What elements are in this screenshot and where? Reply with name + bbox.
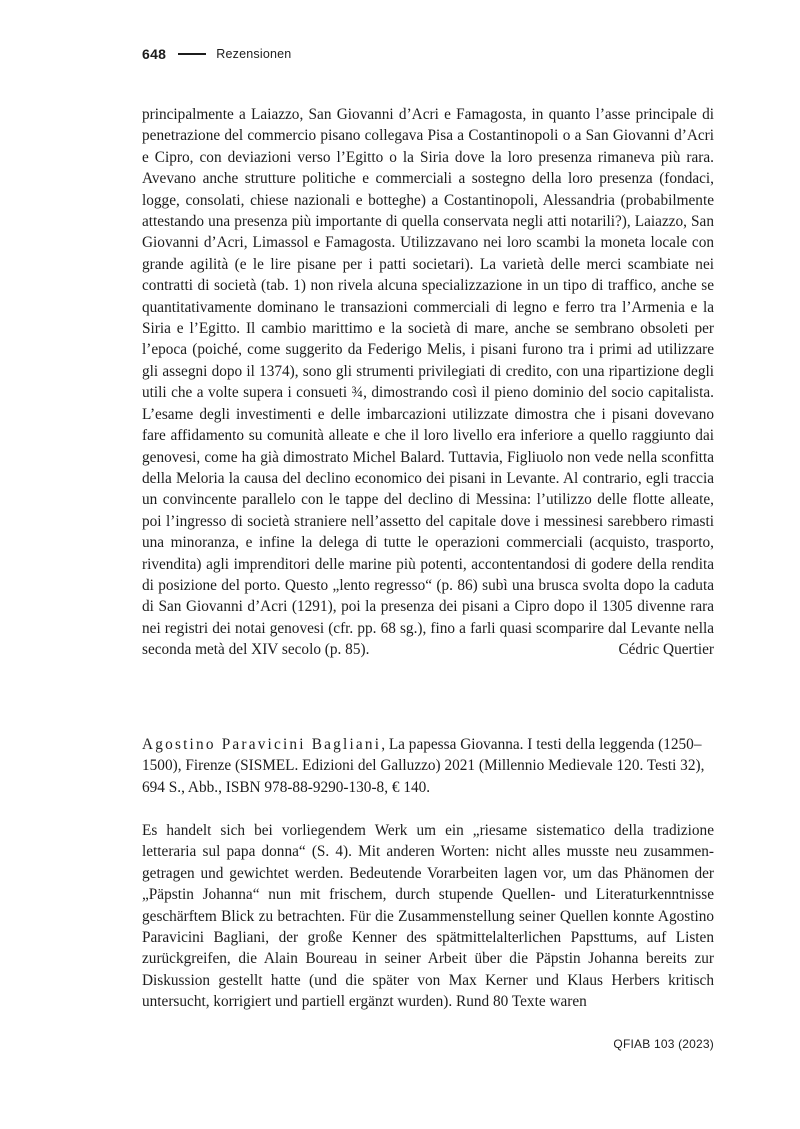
journal-footer: QFIAB 103 (2023) xyxy=(613,1037,714,1051)
review-body-text: principalmente a Laiazzo, San Giovanni d’Acri e Famagosta, in quanto l’asse principale di penetrazione del commercio pisano collegava Pisa a Costantinopoli o a San Giovanni d’Acri e Cipro, con deviazioni verso l’Egitto o la Siria dove la loro presenza rimaneva più rara. Avevano anche strutture politiche e commerciali a sostegno della loro presenza (fondaci, logge, consolati, chiese nazionali e botteghe) a Costantinopoli, Alessandria (probabilmente attestando una presenza più importante di quella conservata negli atti notarili?), Laiazzo, San Giovanni d’Acri, Limassol e Famagosta. Utilizzavano nei loro scambi la moneta locale con grande agilità (e le lire pisane per i patti societari). La varietà delle merci scambiate nei contratti di società (tab. 1) non rivela alcuna specializzazione in un tipo di traffico, anche se quantitativamente dominano le transazioni commerciali di legno e ferro tra l’Armenia e la Siria e l’Egitto. Il cambio marittimo e la società di mare, anche se sembrano obsoleti per l’epoca (poiché, come suggerito da Federigo Melis, i pisani furono tra i primi ad utilizzare gli assegni dopo il 1374), sono gli strumenti privilegiati di credito, con una ripartizione degli utili che a volte supera i consueti ¾, dimostrando così il pieno dominio del socio capitalista. L’esame degli investimenti e delle imbarcazioni utilizzate dimostra che i pisani dovevano fare affidamento su comunità alleate e che il loro livello era inferiore a quello raggiunto dai genovesi, come ha già dimostrato Michel Balard. Tuttavia, Figliuolo non vede nella sconfitta della Meloria la causa del declino economico dei pisani in Levante. Al contrario, egli traccia un convincente parallelo con le tappe del declino di Messina: l’utilizzo delle flotte alleate, poi l’ingresso di società straniere nell’assetto del capitale dove i messinesi sarebbero rimasti una minoranza, e infine la delega di tutte le operazioni commerciali (acquisto, trasporto, rivendita) agli imprenditori delle marine più potenti, accontentandosi di godere della rendita di posizione del porto. Questo „lento regresso“ (p. 86) subì una brusca svolta dopo la caduta di San Giovanni d’Acri (1291), poi la presenza dei pisani a Cipro dopo il 1305 divenne rara nei registri dei notai genovesi (cfr. pp. 68 sg.), fino a farli quasi scomparire dal Levante nella seconda metà del XIV secolo (p. 85). xyxy=(142,106,714,659)
running-head xyxy=(142,44,291,64)
review-body-text: Es handelt sich bei vorliegendem Werk um ein „riesame sistematico della tradizione letteraria sul papa donna“ (S. 4). Mit anderen Worten: nicht alles musste neu zusammengetragen und gewichtet werden. Bedeutende Vorarbeiten lagen vor, um das Phänomen der „Päpstin Johanna“ nun mit frischem, durch stupende Quellen- und Literaturkenntnisse geschärftem Blick zu betrachten. Für die Zusammenstellung seiner Quellen konnte Agostino Paravicini Bagliani, der große Kenner des spätmittelalterlichen Papsttums, auf Listen zurückgreifen, die Alain Boureau in seiner Arbeit über die Päpstin Johanna bereits zur Diskussion gestellt hatte (und die später von Max Kerner und Klaus Herbers kritisch untersucht, korrigiert und partiell ergänzt wurden). Rund 80 Texte waren xyxy=(142,822,714,1011)
page-number: 648 xyxy=(142,46,167,62)
review-body xyxy=(142,820,714,1013)
review-continuation xyxy=(142,104,714,661)
book-details: , La papessa Giovanna. I testi della leggenda (1250–1500), Firenze (SISMEL. Edizioni del Galluzzo) 2021 (Millennio Medievale 120. Testi 32), 694 S., Abb., ISBN 978-88-9290-130-8, € 140. xyxy=(142,736,705,796)
reviewer-signature: Cédric Quertier xyxy=(618,641,714,659)
section-title: Rezensionen xyxy=(216,47,292,61)
header-rule xyxy=(178,53,206,55)
book-author: Agostino Paravicini Bagliani xyxy=(142,736,382,753)
bibliographic-entry xyxy=(142,734,714,798)
